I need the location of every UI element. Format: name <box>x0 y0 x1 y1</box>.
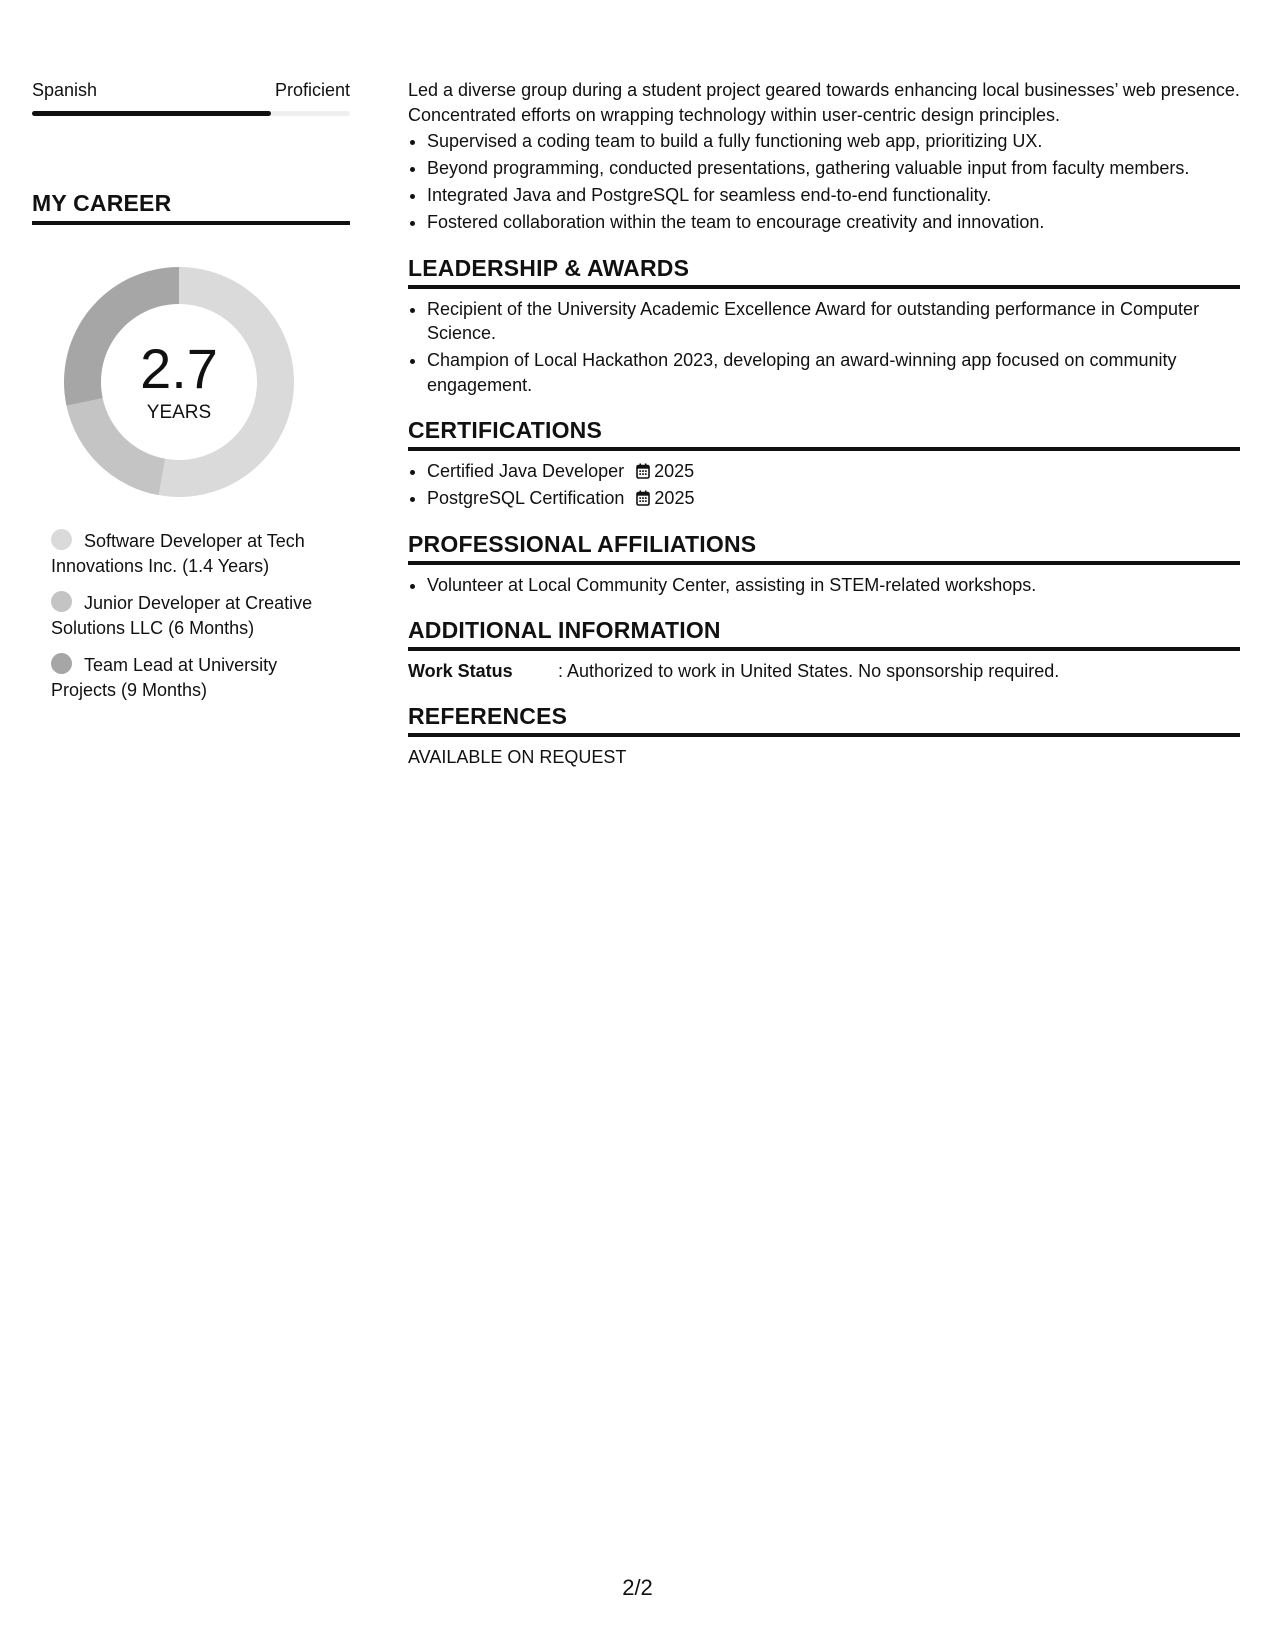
language-proficiency-bar <box>32 111 350 116</box>
list-item: • Integrated Java and PostgreSQL for seamless end-to-end functionality. <box>427 183 1240 208</box>
legend-label: Team Lead at University Projects (9 Months) <box>51 655 278 700</box>
legend-item <box>51 529 341 579</box>
project-bullets <box>408 129 1240 235</box>
leadership-title: LEADERSHIP & AWARDS <box>408 253 1240 289</box>
list-item: • Champion of Local Hackathon 2023, developing an award-winning app focused on community engagement. <box>427 348 1240 397</box>
calendar-icon <box>636 490 650 506</box>
language-row <box>32 78 350 102</box>
list-item: • Supervised a coding team to build a fully functioning web app, prioritizing UX. <box>427 129 1240 154</box>
page-number: 2/2 <box>622 1575 653 1600</box>
list-item: • Beyond programming, conducted presentations, gathering valuable input from faculty members. <box>427 156 1240 181</box>
certification-year: 2025 <box>654 488 695 508</box>
legend-label: Software Developer at Tech Innovations Inc. (1.4 Years) <box>51 531 305 576</box>
affiliations-list <box>408 573 1240 598</box>
donut-center <box>64 267 294 497</box>
affiliations-title: PROFESSIONAL AFFILIATIONS <box>408 529 1240 565</box>
list-item: • Fostered collaboration within the team to encourage creativity and innovation. <box>427 210 1240 235</box>
calendar-icon <box>636 463 650 479</box>
list-item: • Recipient of the University Academic Excellence Award for outstanding performance in Computer Science. <box>427 297 1240 346</box>
work-status-label: Work Status <box>408 661 513 681</box>
references-text: AVAILABLE ON REQUEST <box>408 747 627 767</box>
certification-name: PostgreSQL Certification <box>427 488 625 508</box>
career-total-value: 2.7 <box>140 337 218 400</box>
legend-dot <box>51 653 72 674</box>
legend-dot <box>51 529 72 550</box>
certifications-title: CERTIFICATIONS <box>408 415 1240 451</box>
legend-item <box>51 653 341 703</box>
legend-label: Junior Developer at Creative Solutions LLC (6 Months) <box>51 593 313 638</box>
certification-name: Certified Java Developer <box>427 461 625 481</box>
list-item: • Volunteer at Local Community Center, assisting in STEM-related workshops. <box>427 573 1240 598</box>
career-total-unit: YEARS <box>146 402 212 423</box>
work-status-row <box>408 659 1240 683</box>
legend-item <box>51 591 341 641</box>
language-name: Spanish <box>32 80 98 100</box>
references-title: REFERENCES <box>408 701 1240 737</box>
certification-year: 2025 <box>654 461 695 481</box>
career-legend <box>51 529 341 703</box>
language-level: Proficient <box>274 80 350 100</box>
additional-info-title: ADDITIONAL INFORMATION <box>408 615 1240 651</box>
list-item <box>427 486 1240 511</box>
career-donut-chart <box>64 267 294 497</box>
legend-dot <box>51 591 72 612</box>
work-status-value: : Authorized to work in United States. No sponsorship required. <box>558 661 1060 681</box>
language-proficiency-fill <box>32 111 271 116</box>
career-heading: MY CAREER <box>32 188 350 225</box>
list-item <box>427 459 1240 484</box>
right-column <box>408 78 1240 769</box>
leadership-list <box>408 297 1240 398</box>
certifications-list <box>408 459 1240 511</box>
project-summary: Led a diverse group during a student project geared towards enhancing local businesses’ web presence. Concentrated efforts on wrapping technology within user-centric design principles. <box>408 80 1240 125</box>
left-column <box>32 78 350 715</box>
